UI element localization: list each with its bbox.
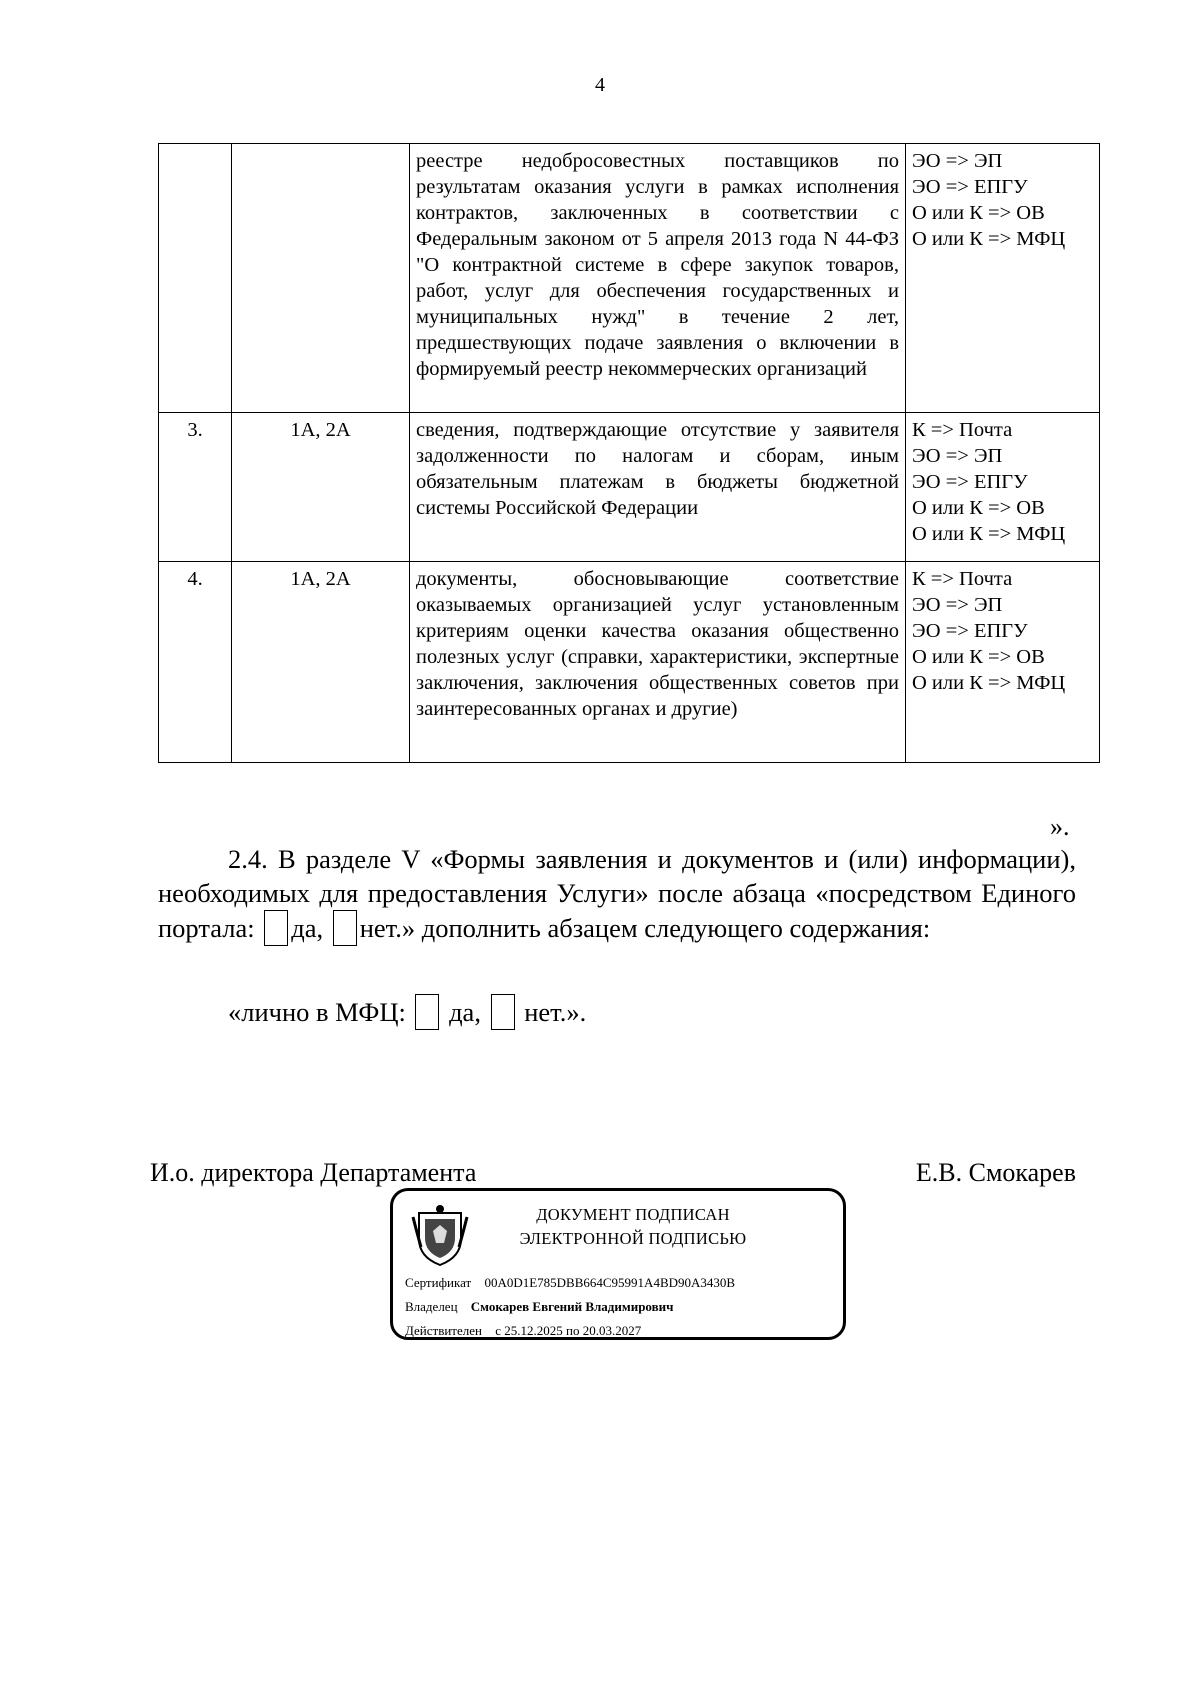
documents-table bbox=[158, 143, 1100, 763]
amendment-paragraph bbox=[158, 842, 1076, 946]
row-code: 1А, 2А bbox=[232, 562, 410, 763]
stamp-certificate-row bbox=[405, 1275, 735, 1291]
method-item: О или К => ОВ bbox=[912, 646, 1045, 668]
stamp-certificate-value: 00A0D1E785DBB664C95991A4BD90A3430B bbox=[484, 1275, 736, 1290]
method-item: ЭО => ЕПГУ bbox=[912, 176, 1028, 198]
coat-of-arms-icon bbox=[411, 1203, 469, 1267]
stamp-validity-row bbox=[405, 1323, 641, 1339]
row-number bbox=[159, 144, 232, 413]
checkbox-no-label: нет.». bbox=[524, 997, 587, 1027]
row-number: 3. bbox=[159, 413, 232, 562]
stamp-header-line: ЭЛЕКТРОННОЙ ПОДПИСЬЮ bbox=[519, 1229, 747, 1248]
signer-title: И.о. директора Департамента bbox=[150, 1158, 477, 1187]
checkbox-yes-icon bbox=[415, 994, 439, 1030]
row-description: документы, обосновывающие соответствие оказываемых организацией услуг установленным критериям оценки качества оказания общественно полезных услуг (справки, характеристики, экспертные заключения, заключения общественных советов при заинтересованных органах и другие) bbox=[410, 562, 906, 763]
inserted-paragraph-prefix: «лично в МФЦ: bbox=[228, 997, 406, 1027]
method-item: О или К => ОВ bbox=[912, 202, 1045, 224]
checkbox-yes-icon bbox=[264, 910, 288, 946]
stamp-owner-row bbox=[405, 1299, 673, 1315]
row-code bbox=[232, 144, 410, 413]
method-item: О или К => ОВ bbox=[912, 497, 1045, 519]
row-description: сведения, подтверждающие отсутствие у заявителя задолженности по налогам и сборам, иным обязательным платежам в бюджеты бюджетной системы Российской Федерации bbox=[410, 413, 906, 562]
row-methods bbox=[906, 562, 1100, 763]
method-item: ЭО => ЕПГУ bbox=[912, 620, 1028, 642]
paragraph-text-continued: дополнить абзацем следующего содержания: bbox=[421, 913, 931, 943]
stamp-validity-label: Действителен bbox=[405, 1323, 482, 1338]
checkbox-yes-label: да, bbox=[449, 997, 481, 1027]
stamp-certificate-label: Сертификат bbox=[405, 1275, 472, 1290]
row-methods bbox=[906, 413, 1100, 562]
paragraph-text: 2.4. В разделе V «Формы заявления и документов и (или) информации), необходимых для предоставления Услуги» после абзаца «посредством Единого портала: bbox=[158, 844, 1076, 943]
method-item: О или К => МФЦ bbox=[912, 523, 1066, 545]
method-item: ЭО => ЭП bbox=[912, 150, 1003, 172]
electronic-signature-stamp bbox=[390, 1188, 846, 1340]
stamp-header bbox=[483, 1203, 783, 1251]
checkbox-no-label: нет.» bbox=[359, 913, 416, 943]
stamp-header-line: ДОКУМЕНТ ПОДПИСАН bbox=[536, 1205, 730, 1224]
closing-quote: ». bbox=[1050, 812, 1070, 841]
table-row bbox=[159, 413, 1100, 562]
method-item: ЭО => ЭП bbox=[912, 594, 1003, 616]
checkbox-no-icon bbox=[491, 994, 515, 1030]
method-item: ЭО => ЭП bbox=[912, 445, 1003, 467]
row-number: 4. bbox=[159, 562, 232, 763]
row-code: 1А, 2А bbox=[232, 413, 410, 562]
page-number: 4 bbox=[595, 74, 605, 96]
method-item: ЭО => ЕПГУ bbox=[912, 471, 1028, 493]
checkbox-yes-label: да, bbox=[291, 913, 324, 943]
table-row bbox=[159, 144, 1100, 413]
row-description: реестре недобросовестных поставщиков по результатам оказания услуги в рамках исполнения контрактов, заключенных в соответствии с Федеральным законом от 5 апреля 2013 года N 44-ФЗ "О контрактной системе в сфере закупок товаров, работ, услуг для обеспечения государственных и муниципальных нужд" в течение 2 лет, предшествующих подаче заявления о включении в формируемый реестр некоммерческих организаций bbox=[410, 144, 906, 413]
inserted-paragraph bbox=[228, 994, 586, 1030]
signer-name: Е.В. Смокарев bbox=[915, 1158, 1076, 1187]
row-methods bbox=[906, 144, 1100, 413]
method-item: К => Почта bbox=[912, 419, 1013, 441]
stamp-validity-value: с 25.12.2025 по 20.03.2027 bbox=[495, 1323, 642, 1338]
stamp-owner-label: Владелец bbox=[405, 1299, 458, 1314]
method-item: О или К => МФЦ bbox=[912, 228, 1066, 250]
stamp-owner-value: Смокарев Евгений Владимирович bbox=[470, 1299, 674, 1314]
checkbox-no-icon bbox=[333, 910, 357, 946]
method-item: К => Почта bbox=[912, 568, 1013, 590]
method-item: О или К => МФЦ bbox=[912, 672, 1066, 694]
table-row bbox=[159, 562, 1100, 763]
